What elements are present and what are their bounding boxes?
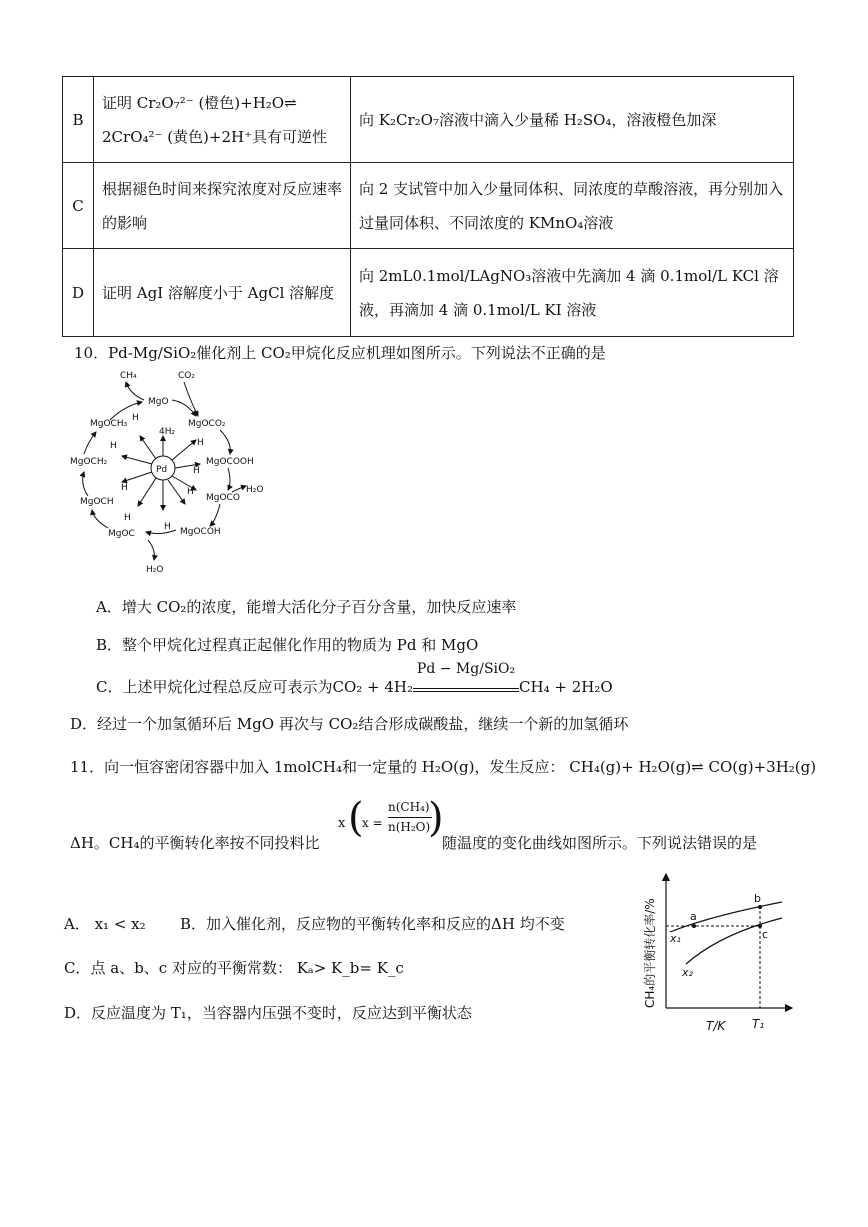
species-h2o-bottom: H₂O [146,565,164,575]
h-label: H [164,522,171,532]
row-operation: 向 K₂Cr₂O₇溶液中滴入少量稀 H₂SO₄，溶液橙色加深 [351,77,794,163]
q11-option-c: C．点 a、b、c 对应的平衡常数： Kₐ> K_b= K_c [64,959,404,977]
x2-label: x₂ [682,966,693,979]
ratio-num: n(CH₄) [388,800,430,814]
pd-label: Pd [156,465,168,475]
point-a [692,924,696,928]
point-c-label: c [762,928,769,941]
h-label: H [121,483,128,493]
row-letter: B [63,77,94,163]
q11-option-d: D．反应温度为 T₁，当容器内压强不变时，反应达到平衡状态 [64,1004,472,1022]
table-row [63,163,794,249]
q11-stem-line2a: ΔH。CH₄的平衡转化率按不同投料比 [70,834,320,852]
h2-label: 4H₂ [159,427,176,437]
row-operation: 向 2mL0.1mol/LAgNO₃溶液中先滴加 4 滴 0.1mol/L KCl 溶液，再滴加 4 滴 0.1mol/L KI 溶液 [351,249,794,337]
species-mgocooh: MgOCOOH [206,457,254,467]
species-h2o-top: H₂O [246,485,264,495]
t1-label: T₁ [752,1017,765,1031]
row-purpose: 证明 Cr₂O₇²⁻ (橙色)+H₂O⇌ 2CrO₄²⁻ (黄色)+2H⁺具有可逆性 [94,77,351,163]
h-label: H [132,413,139,423]
row-purpose: 证明 AgI 溶解度小于 AgCl 溶解度 [94,249,351,337]
h-label: H [197,438,204,448]
ratio-x: x [338,816,346,831]
conversion-graph [630,868,800,1040]
x1-label: x₁ [670,932,681,945]
catalytic-cycle-diagram [60,364,280,582]
q10-option-a: A．增大 CO₂的浓度，能增大活化分子百分含量，加快反应速率 [96,598,517,616]
row-purpose: 根据褪色时间来探究浓度对反应速率的影响 [94,163,351,249]
option-c-prefix: C．上述甲烷化过程总反应可表示为 [96,678,333,696]
species-mgo: MgO [148,397,169,407]
h-label: H [124,513,131,523]
ratio-paren-left: ( [348,795,364,841]
species-mgoc: MgOC [108,529,135,539]
species-co2: CO₂ [178,371,195,381]
species-ch4: CH₄ [120,371,137,381]
point-b [758,905,762,909]
option-c-arrow [413,661,519,692]
q11-option-a: A． x₁ < x₂ [64,915,146,933]
ratio-expression [338,795,444,844]
species-mgoco: MgOCO [206,493,240,503]
q11-stem-line2b: 随温度的变化曲线如图所示。下列说法错误的是 [442,834,758,852]
row-letter: C [63,163,94,249]
option-c-condition: Pd − Mg/SiO₂ [416,661,516,677]
table-row [63,77,794,163]
q10-option-c [96,661,613,697]
point-b-label: b [754,892,761,905]
experiment-table [62,76,794,337]
row-letter: D [63,249,94,337]
curve-x2 [686,918,782,964]
species-mgoch2: MgOCH₂ [70,457,108,467]
q10-option-b: B．整个甲烷化过程真正起催化作用的物质为 Pd 和 MgO [96,636,479,654]
q10-option-d: D．经过一个加氢循环后 MgO 再次与 CO₂结合形成碳酸盐，继续一个新的加氢循环 [70,715,629,733]
ratio-bar [388,817,432,818]
point-a-label: a [690,910,697,923]
x-axis-label: T/K [706,1019,726,1033]
h-label: H [187,487,194,497]
ratio-eq: x = [362,816,383,830]
option-c-left: CO₂ + 4H₂ [332,678,414,696]
h-label: H [110,441,117,451]
table-row [63,249,794,337]
row-operation: 向 2 支试管中加入少量同体积、同浓度的草酸溶液，再分别加入过量同体积、不同浓度的 KMnO₄溶液 [351,163,794,249]
ratio-paren-right: ) [428,795,444,841]
h-label: H [193,466,200,476]
ratio-den: n(H₂O) [388,820,431,834]
species-mgoch3: MgOCH₃ [90,419,128,429]
option-c-right: CH₄ + 2H₂O [519,678,613,696]
species-mgoco2: MgOCO₂ [188,419,226,429]
species-mgoch: MgOCH [80,497,114,507]
q11-stem-line1: 11．向一恒容密闭容器中加入 1molCH₄和一定量的 H₂O(g)，发生反应： CH₄(g)+ H₂O(g)⇌ CO(g)+3H₂(g) [70,758,817,776]
y-axis-label: CH₄的平衡转化率/% [643,898,657,1008]
q10-stem: 10．Pd-Mg/SiO₂催化剂上 CO₂甲烷化反应机理如图所示。下列说法不正确的是 [74,344,606,362]
q11-option-b: B．加入催化剂，反应物的平衡转化率和反应的ΔH 均不变 [180,915,565,933]
species-mgocoh: MgOCOH [180,527,221,537]
